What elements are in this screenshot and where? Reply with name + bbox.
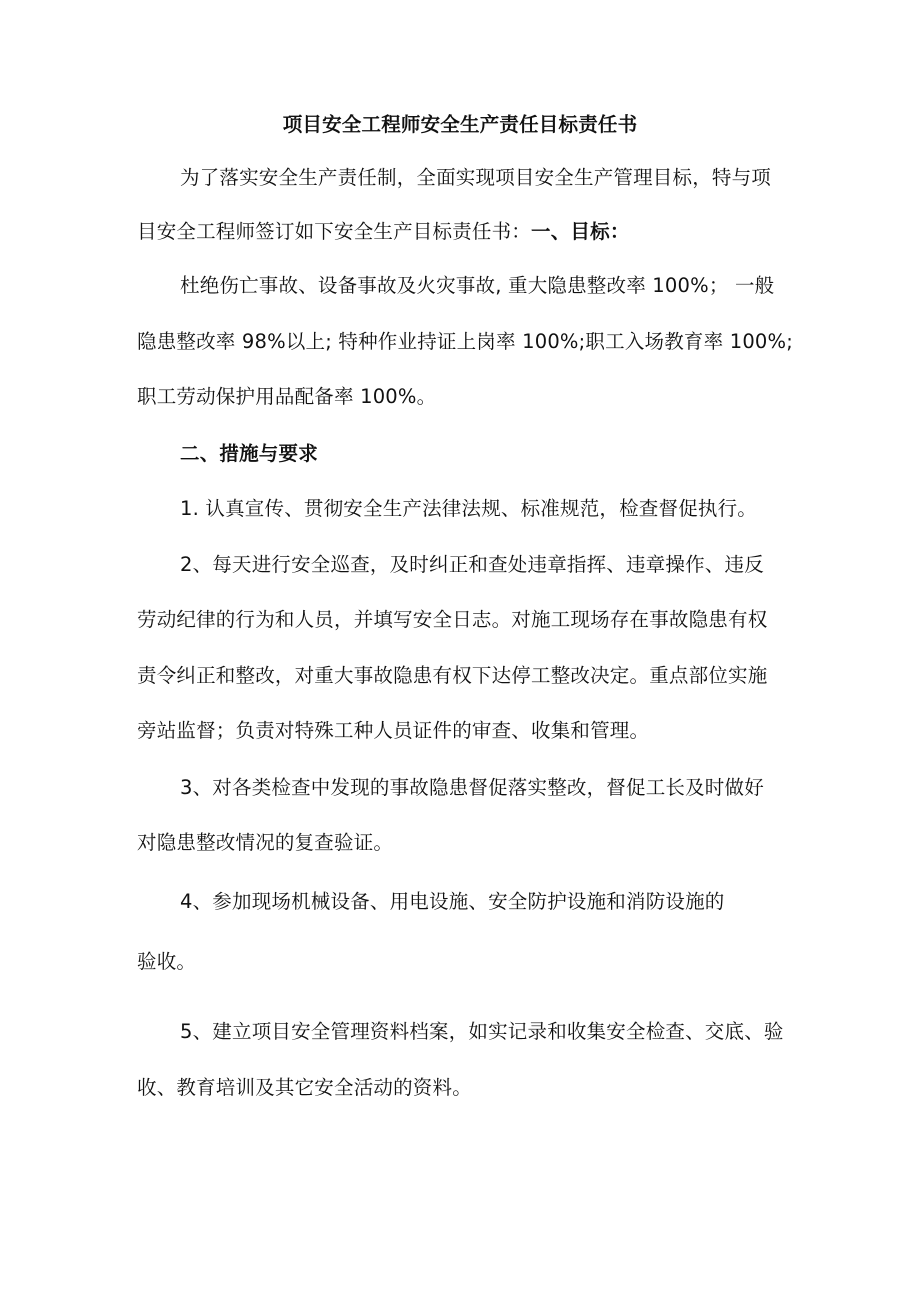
measure-item-2-line-4: 旁站监督；负责对特殊工种人员证件的审查、收集和管理。 — [137, 719, 650, 742]
section-heading-measures: 二、措施与要求 — [180, 442, 318, 465]
measure-item-2-line-2: 劳动纪律的行为和人员，并填写安全日志。对施工现场存在事故隐患有权 — [137, 608, 768, 631]
measure-item-4-line-1: 4、参加现场机械设备、用电设施、安全防护设施和消防设施的 — [180, 890, 725, 913]
intro-line-2-text: 目安全工程师签订如下安全生产目标责任书： — [137, 220, 532, 243]
goals-line-3: 职工劳动保护用品配备率 100%。 — [137, 385, 437, 408]
measure-item-4-line-2: 验收。 — [137, 950, 197, 973]
measure-item-3-line-2: 对隐患整改情况的复查验证。 — [137, 831, 394, 854]
goals-line-2: 隐患整改率 98%以上; 特种作业持证上岗率 100%;职工入场教育率 100%; — [137, 330, 794, 353]
document-title: 项目安全工程师安全生产责任目标责任书 — [282, 113, 638, 136]
intro-line-1: 为了落实安全生产责任制，全面实现项目安全生产管理目标，特与项 — [180, 166, 772, 189]
measure-item-5-line-1: 5、建立项目安全管理资料档案，如实记录和收集安全检查、交底、验 — [180, 1020, 784, 1043]
measure-item-5-line-2: 收、教育培训及其它安全活动的资料。 — [137, 1076, 472, 1099]
measure-item-2-line-3: 责令纠正和整改，对重大事故隐患有权下达停工整改决定。重点部位实施 — [137, 664, 768, 687]
measure-item-1-line-1: 1. 认真宣传、贯彻安全生产法律法规、标准规范，检查督促执行。 — [180, 497, 758, 520]
goals-line-1: 杜绝伤亡事故、设备事故及火灾事故, 重大隐患整改率 100%； 一般 — [180, 274, 775, 297]
intro-line-2 — [137, 220, 630, 244]
measure-item-3-line-1: 3、对各类检查中发现的事故隐患督促落实整改，督促工长及时做好 — [180, 776, 764, 799]
measure-item-2-line-1: 2、每天进行安全巡查，及时纠正和查处违章指挥、违章操作、违反 — [180, 553, 764, 576]
section-heading-goals: 一、目标： — [531, 220, 630, 243]
